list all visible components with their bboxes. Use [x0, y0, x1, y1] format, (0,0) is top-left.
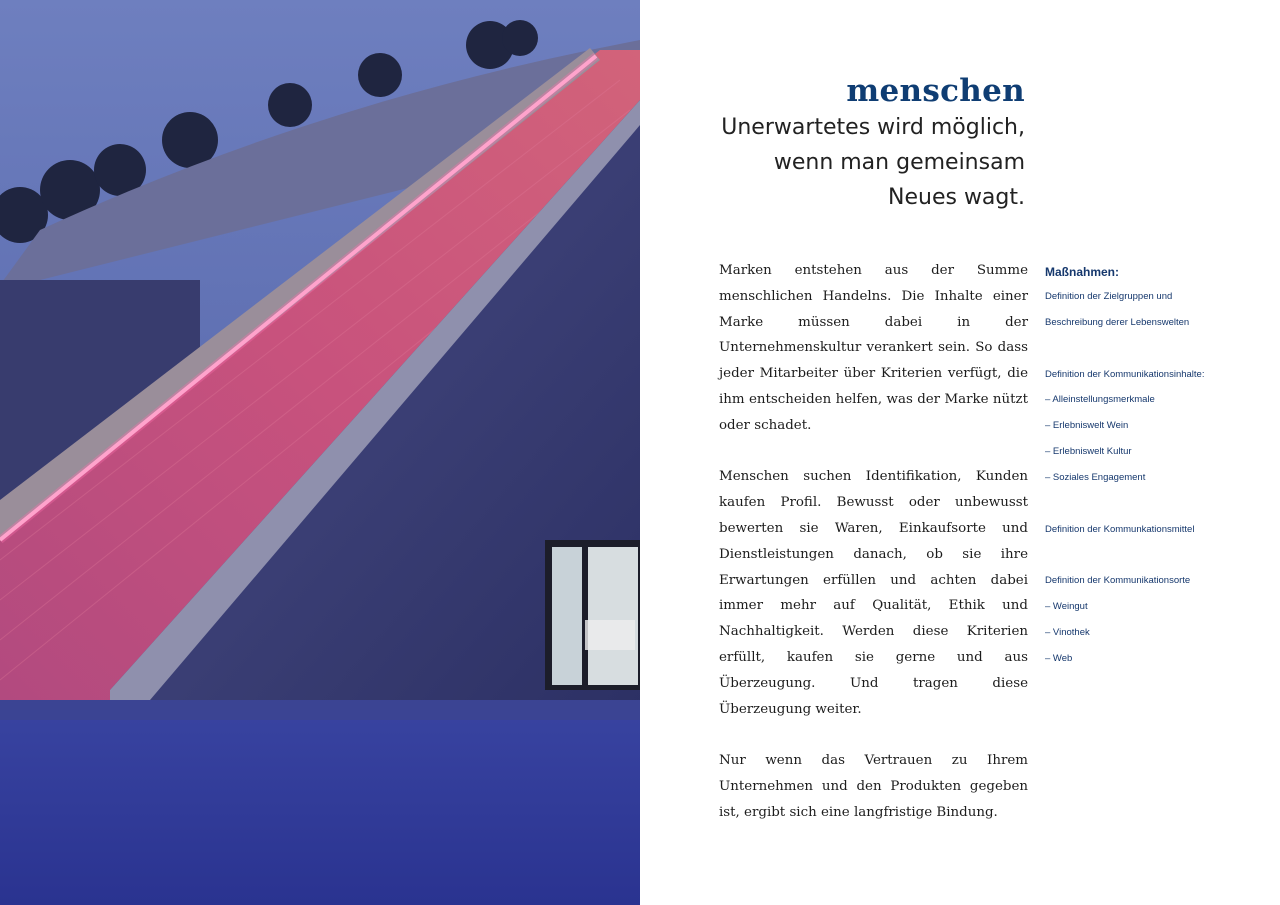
measure-item: Definition der Kommunikationsorte — [1045, 575, 1191, 587]
measures-list — [1045, 262, 1245, 698]
text-page — [640, 0, 1280, 905]
measure-item: – Erlebniswelt Wein — [1045, 420, 1129, 432]
measures-title: Maßnahmen: — [1045, 265, 1120, 279]
measure-item: Beschreibung derer Lebenswelten — [1045, 316, 1190, 328]
measure-item: – Vinothek — [1045, 626, 1090, 638]
claim-line: Neues wagt. — [888, 185, 1025, 210]
measure-group — [1045, 517, 1245, 543]
measure-item: Definition der Zielgruppen und — [1045, 291, 1173, 302]
claim — [721, 110, 1025, 215]
measure-item: Definition der Kommunikationsinhalte: — [1045, 368, 1205, 380]
body-text — [719, 258, 1028, 851]
measure-item: – Weingut — [1045, 601, 1088, 613]
measure-item: – Web — [1045, 652, 1073, 664]
paragraph: Marken entstehen aus der Summe menschlichen Handelns. Die Inhalte einer Marke müssen dabei in der Unternehmenskultur verankert sein. So dass jeder Mitarbeiter über Kriterien verfügt, die ihm entscheiden helfen, was der Marke nützt oder schadet. — [719, 263, 1028, 433]
headline-block — [721, 72, 1025, 215]
claim-line: wenn man gemeinsam — [773, 150, 1025, 175]
measure-group — [1045, 568, 1245, 671]
measure-item: – Erlebniswelt Kultur — [1045, 445, 1132, 457]
measure-group — [1045, 362, 1245, 491]
measure-item: – Soziales Engagement — [1045, 471, 1146, 483]
measure-group — [1045, 284, 1245, 336]
measure-item: Definition der Kommunkationsmittel — [1045, 523, 1195, 535]
claim-line: Unerwartetes wird möglich, — [721, 115, 1025, 140]
paragraph: Nur wenn das Vertrauen zu Ihrem Unternehmen und den Produkten gegeben ist, ergibt sich eine langfristige Bindung. — [719, 753, 1028, 820]
paragraph: Menschen suchen Identifikation, Kunden kaufen Profil. Bewusst oder unbewusst bewerten sie Waren, Einkaufsorte und Dienstleistungen danach, ob sie ihre Erwartungen erfüllen und achten dabei immer mehr auf Qualität, Ethik und Nachhaltigkeit. Werden diese Kriterien erfüllt, kaufen sie gerne und aus Überzeugung. Und tragen diese Überzeugung weiter. — [719, 469, 1028, 717]
measure-item: – Alleinstellungsmerkmale — [1045, 394, 1155, 406]
page-title: menschen — [846, 73, 1025, 109]
